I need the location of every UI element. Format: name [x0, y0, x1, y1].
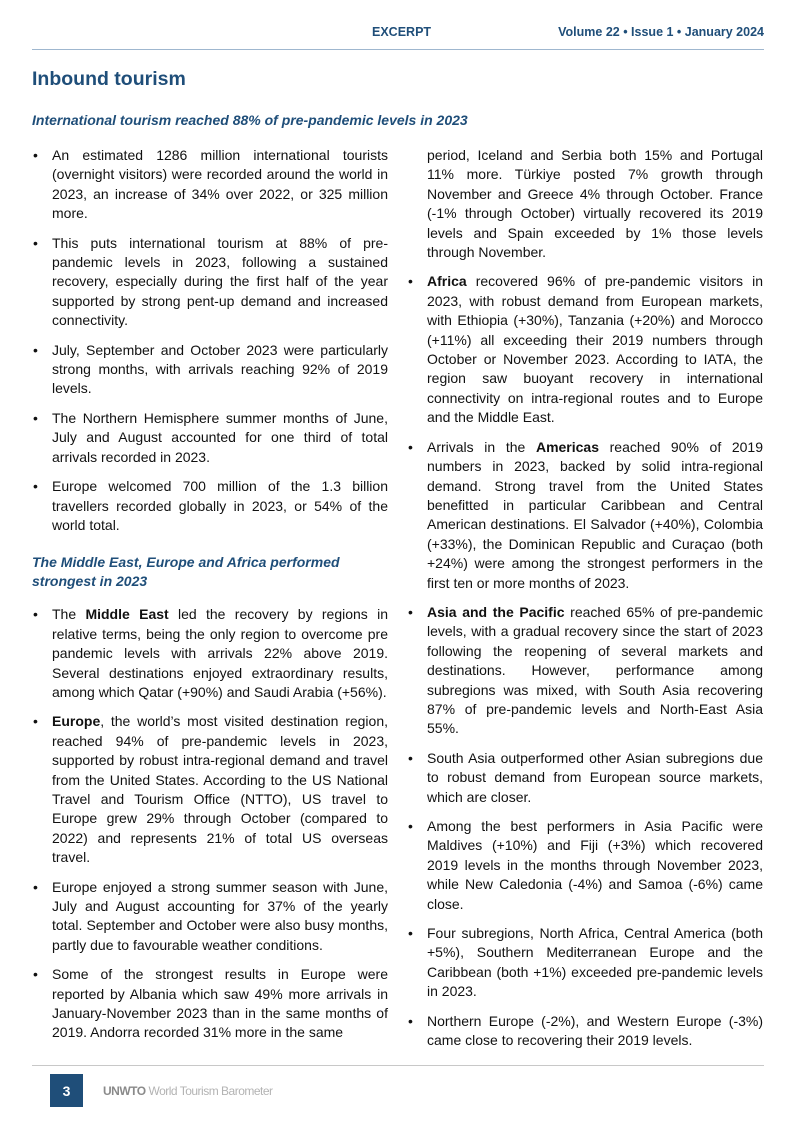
list-item: • July, September and October 2023 were particularly strong months, with arrivals reaching 92% of 2019 levels.: [32, 341, 388, 399]
list-item: • The Northern Hemisphere summer months of June, July and August accounted for one third of total arrivals recorded in 2023.: [32, 409, 388, 467]
text: , the world’s most visited destination region, reached 94% of pre-pandemic levels in 2023, supported by robust intra-regional demand and travel from the United States. According to the US National Travel and Tourism Office (NTTO), US travel to Europe grew 29% through October (compared to 2022) and represents 21% of total US overseas travel.: [52, 713, 388, 866]
text: recovered 96% of pre-pandemic visitors in 2023, with robust demand from European markets, with Ethiopia (+30%), Tanzania (+20%) and Morocco (+11%) all exceeding their 2019 numbers through October or November 2023. According to IATA, the region saw buoyant recovery in international connectivity on intra-regional routes and to Europe and the Middle East.: [427, 273, 763, 426]
list-item-middle-east: [32, 605, 388, 702]
list-item-africa: [407, 272, 763, 427]
region-name: Asia and the Pacific: [427, 603, 565, 620]
list-item: • Among the best performers in Asia Pacific were Maldives (+10%) and Fiji (+3%) which recovered 2019 levels in the months through November 2023, while New Caledonia (-4%) and Samoa (-6%) came close.: [407, 817, 763, 914]
region-name: Middle East: [85, 606, 169, 623]
regions-bullet-list-continued: [407, 146, 763, 1050]
text: led the recovery by regions in relative terms, being the only region to overcome pre pandemic levels with arrivals 22% above 2019. Several destinations enjoyed extraordinary results, among which Qatar (+90%) and Saudi Arabia (+56%).: [52, 606, 389, 700]
left-column: [32, 146, 388, 1053]
excerpt-label: EXCERPT: [372, 25, 432, 39]
text: Arrivals in the: [427, 438, 536, 455]
running-header: [32, 25, 764, 43]
region-name: Europe: [52, 713, 101, 730]
footer-publication: [103, 1084, 273, 1098]
list-item: • Northern Europe (-2%), and Western Europe (-3%) came close to recovering their 2019 levels.: [407, 1012, 763, 1051]
org-logo-text: UNWTO: [103, 1084, 146, 1098]
text: reached 90% of 2019 numbers in 2023, backed by solid intra-regional demand. Strong travel from the United States benefitted in particular Caribbean and Central American destinations. El Salvador (+40%), Colombia (+33%), the Dominican Republic and Curaçao (both +24%) were among the strongest performers in the first ten or more months of 2023.: [427, 438, 763, 591]
list-item-asia-pacific: [407, 603, 763, 739]
list-item: • Four subregions, North Africa, Central America (both +5%), Southern Mediterranean Europe and the Caribbean (both +1%) exceeded pre-pandemic levels in 2023.: [407, 924, 763, 1002]
text: reached 65% of pre-pandemic levels, with a gradual recovery since the start of 2023 following the reopening of several markets and destinations. However, performance among subregions was mixed, with South Asia recovering 87% of pre-pandemic levels and North-East Asia 55%.: [427, 603, 763, 737]
list-item: • Some of the strongest results in Europe were reported by Albania which saw 49% more arrivals in January-November 2023 than in the same months of 2019. Andorra recorded 31% more in the same: [32, 965, 388, 1043]
list-item-americas: [407, 438, 763, 593]
text: The: [52, 606, 86, 623]
recovery-bullet-list: [32, 146, 388, 535]
page-title: Inbound tourism: [32, 68, 186, 90]
list-item: • Europe enjoyed a strong summer season with June, July and August accounting for 37% of the yearly total. September and October were also busy months, partly due to favourable weather conditions.: [32, 878, 388, 956]
page-number: 3: [50, 1074, 83, 1107]
publication-name: World Tourism Barometer: [148, 1084, 273, 1098]
header-divider: [32, 49, 764, 50]
list-item: • Europe welcomed 700 million of the 1.3 billion travellers recorded globally in 2023, or 54% of the world total.: [32, 477, 388, 535]
right-column: [407, 146, 763, 1060]
list-item: • An estimated 1286 million international tourists (overnight visitors) were recorded around the world in 2023, an increase of 34% over 2022, or 325 million more.: [32, 146, 388, 224]
list-item-europe: [32, 712, 388, 867]
list-item: • South Asia outperformed other Asian subregions due to robust demand from European source markets, which are closer.: [407, 749, 763, 807]
region-name: Africa: [427, 273, 467, 290]
region-name: Americas: [535, 438, 599, 455]
list-item-continuation: period, Iceland and Serbia both 15% and Portugal 11% more. Türkiye posted 7% growth through November and Greece 4% through October. France (-1% through October) virtually recovered its 2019 levels and Spain exceeded by 1% those levels through November.: [427, 147, 763, 261]
regions-bullet-list: [32, 605, 388, 1043]
list-item: • This puts international tourism at 88% of pre-pandemic levels in 2023, following a sustained recovery, especially during the first half of the year supported by strong pent-up demand and increased connectivity.: [32, 234, 388, 331]
section-heading-recovery: International tourism reached 88% of pre-pandemic levels in 2023: [32, 112, 468, 128]
section-heading-regions: The Middle East, Europe and Africa performed strongest in 2023: [32, 554, 340, 590]
volume-issue-date: Volume 22 • Issue 1 • January 2024: [558, 25, 764, 39]
footer-divider: [32, 1065, 764, 1066]
